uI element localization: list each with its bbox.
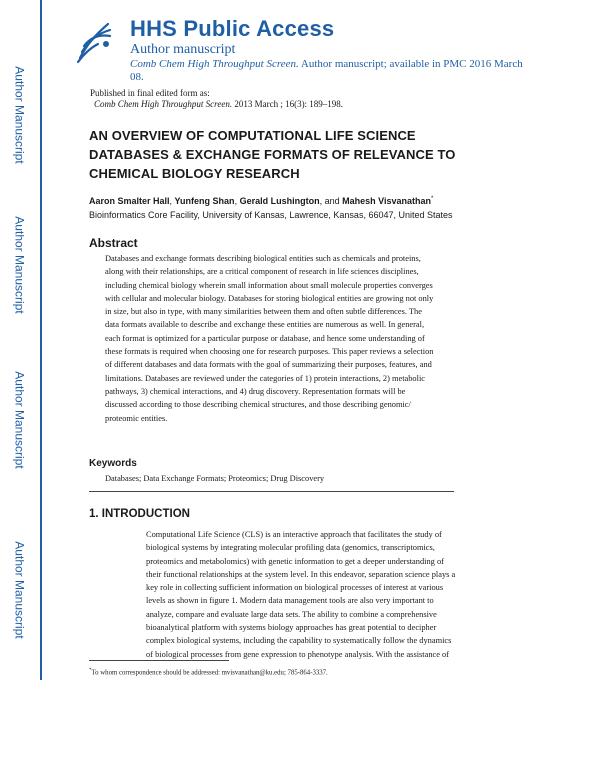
sidebar-rule (40, 0, 42, 680)
introduction-body: Computational Life Science (CLS) is an interactive approach that facilitates the study of biological systems by integrating molecular profiling data (genomics, transcriptomics, proteomics and metabolomics) with genetic information to get a deeper understanding of their functional relationships at the system level. In this endeavor, separation science plays a key role in collecting sufficient information on biological processes of interest at various levels as shown in figure 1. Modern data management tools are also very important to analyze, compare and evaluate large data sets. The ability to combine a comprehensive bioanalytical platform with systems biology approaches has great potential to decipher complex biological systems, including the capability to systematically follow the dynamics of biological processes from gene expression to phenotype analysis. With the assistance of (146, 530, 456, 659)
hhs-eagle-logo-icon (72, 14, 116, 66)
published-label: Published in final edited form as: (90, 88, 210, 98)
side-label: Author Manuscript (13, 216, 28, 314)
side-label: Author Manuscript (13, 66, 28, 164)
keywords-divider (89, 491, 454, 492)
keywords-heading: Keywords (89, 458, 137, 469)
hhs-public-access-title: HHS Public Access (130, 16, 335, 41)
side-label: Author Manuscript (13, 371, 28, 469)
abstract-body: Databases and exchange formats describing biological entities such as chemicals and proteins, along with their relationships, are a critical component of research in life sciences disciplines, including chemical biology wherein small information about small molecule properties converges with cellular and molecular biology. Databases for storing biological entities are growing not only in size, but also in type, with many similarities between them and often subtle differences. The data formats available to describe and exchange these entities are numerous as well. In general, each format is optimized for a particular purpose or database, and hence some understanding of these formats is required when choosing one for research purposes. This paper reviews a selection of different databases and data formats with the goal of summarizing their purposes, features, and limitations. Databases are reviewed under the categories of 1) protein interactions, 2) metabolic pathways, 3) chemical interactions, and 4) drug discovery. Representation formats will be discussed according to those describing chemical structures, and those describing genomic/ proteomic entities. (105, 254, 434, 423)
journal-availability: Comb Chem High Throughput Screen. Author manuscript; available in PMC 2016 March 08. (130, 58, 523, 83)
side-label: Author Manuscript (13, 541, 28, 639)
abstract-heading: Abstract (89, 236, 138, 250)
published-citation: Comb Chem High Throughput Screen. 2013 March ; 16(3): 189–198. (94, 99, 344, 109)
keywords-list: Databases; Data Exchange Formats; Proteomics; Drug Discovery (105, 474, 325, 483)
correspondence-footnote: *To whom correspondence should be addressed: mvisvanathan@ku.edu; 785-864-3337. (89, 668, 328, 677)
author-manuscript-label: Author manuscript (130, 42, 236, 57)
introduction-heading: 1. INTRODUCTION (89, 508, 190, 520)
footnote-divider (89, 660, 229, 661)
author-list: Aaron Smalter Hall, Yunfeng Shan, Gerald Lushington, and Mahesh Visvanathan* (89, 196, 434, 206)
paper-title: AN OVERVIEW OF COMPUTATIONAL LIFE SCIENCE DATABASES & EXCHANGE FORMATS OF RELEVANCE TO CHEMICAL BIOLOGY RESEARCH (89, 128, 456, 181)
affiliation: Bioinformatics Core Facility, University of Kansas, Lawrence, Kansas, 66047, United States (89, 210, 453, 220)
